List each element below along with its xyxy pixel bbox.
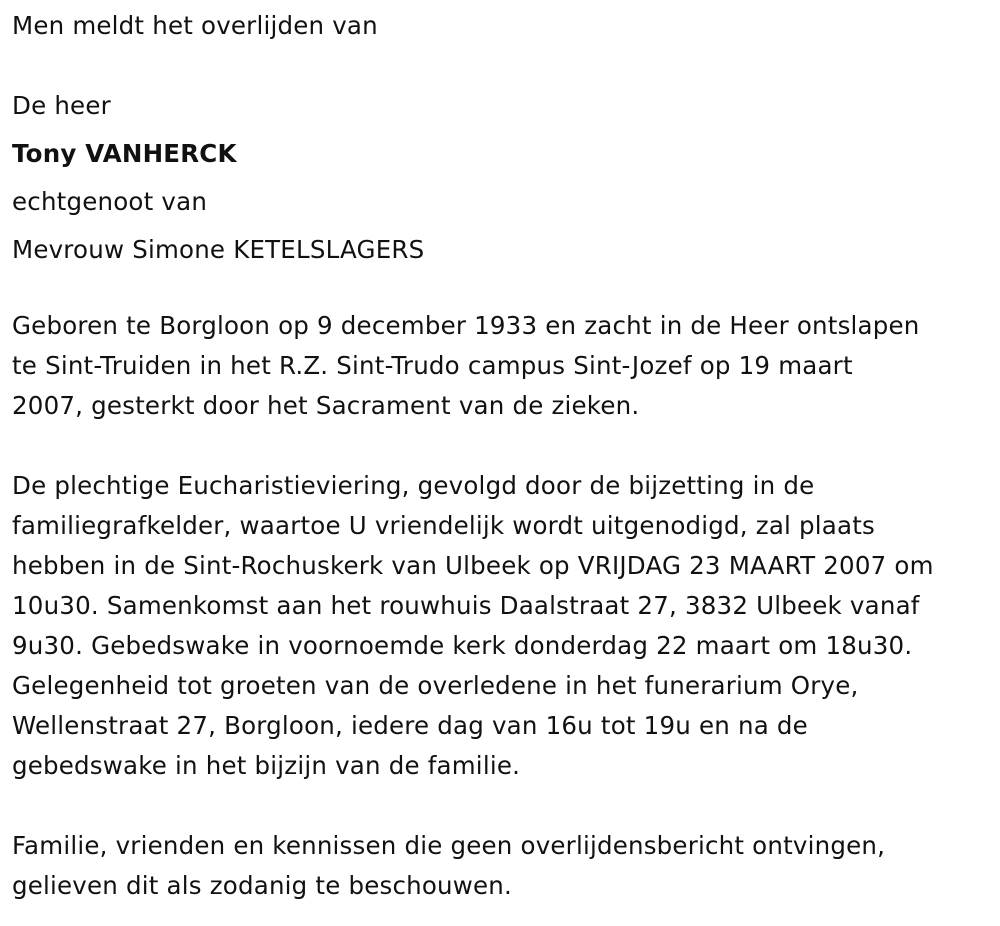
paragraph-line: Familie, vrienden en kennissen die geen overlijdensbericht ontvingen, bbox=[12, 831, 886, 860]
paragraph-line: gebedswake in het bijzijn van de familie. bbox=[12, 751, 521, 780]
paragraph-line: 10u30. Samenkomst aan het rouwhuis Daalstraat 27, 3832 Ulbeek vanaf bbox=[12, 591, 920, 620]
paragraph-line: hebben in de Sint-Rochuskerk van Ulbeek op VRIJDAG 23 MAART 2007 om bbox=[12, 551, 934, 580]
paragraph-line: familiegrafkelder, waartoe U vriendelijk wordt uitgenodigd, zal plaats bbox=[12, 511, 876, 540]
paragraph-line: Gelegenheid tot groeten van de overledene in het funerarium Orye, bbox=[12, 671, 859, 700]
paragraph-line: gelieven dit als zodanig te beschouwen. bbox=[12, 871, 513, 900]
intro-line: Men meldt het overlijden van bbox=[12, 11, 378, 40]
spouse-name: Mevrouw Simone KETELSLAGERS bbox=[12, 235, 425, 264]
deceased-name: Tony VANHERCK bbox=[12, 139, 237, 168]
birth-death-paragraph bbox=[12, 306, 987, 426]
death-notice bbox=[12, 2, 987, 906]
relation-line: echtgenoot van bbox=[12, 187, 208, 216]
honorific: De heer bbox=[12, 91, 111, 120]
paragraph-line: Wellenstraat 27, Borgloon, iedere dag van 16u tot 19u en na de bbox=[12, 711, 808, 740]
paragraph-line: Geboren te Borgloon op 9 december 1933 en zacht in de Heer ontslapen bbox=[12, 311, 920, 340]
paragraph-line: 2007, gesterkt door het Sacrament van de zieken. bbox=[12, 391, 640, 420]
paragraph-line: De plechtige Eucharistieviering, gevolgd door de bijzetting in de bbox=[12, 471, 815, 500]
ceremony-paragraph bbox=[12, 466, 987, 786]
closing-paragraph bbox=[12, 826, 987, 906]
paragraph-line: 9u30. Gebedswake in voornoemde kerk donderdag 22 maart om 18u30. bbox=[12, 631, 913, 660]
paragraph-line: te Sint-Truiden in het R.Z. Sint-Trudo campus Sint-Jozef op 19 maart bbox=[12, 351, 853, 380]
